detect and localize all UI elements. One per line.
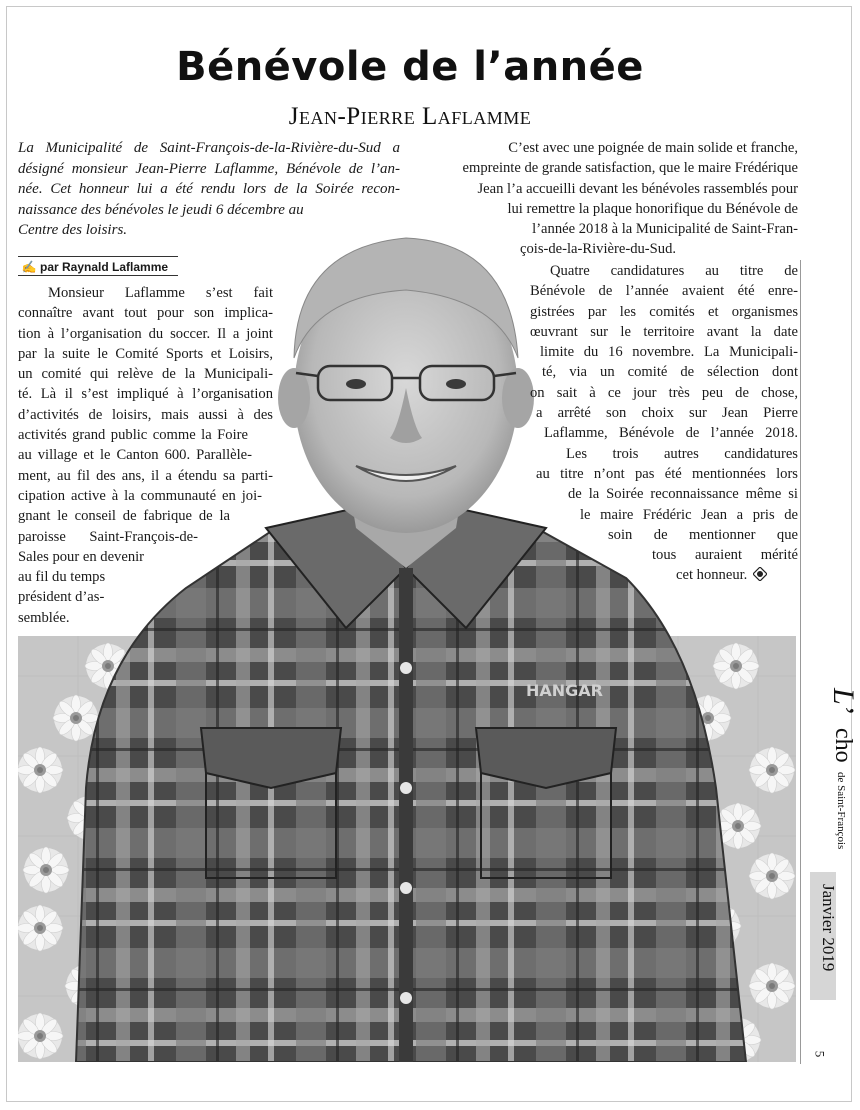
logo-subtitle: de Saint-François	[835, 772, 847, 850]
right-bottom-line: Bénévole de l’année avaient été enre-	[530, 283, 798, 300]
right-bottom-line: Quatre candidatures au titre de	[550, 263, 798, 279]
left-line: té. Là il s’est impliqué à l’organisation	[18, 386, 273, 403]
right-column-bottom	[530, 261, 798, 586]
right-top-line: C’est avec une poignée de main solide et franche,	[508, 140, 798, 156]
right-bottom-line: le maire Frédéric Jean a pris de	[580, 506, 798, 523]
right-bottom-line	[676, 565, 798, 585]
left-line: semblée.	[18, 609, 70, 626]
issue-date	[815, 880, 845, 1000]
right-bottom-line: limite du 16 novembre. La Municipali-	[540, 344, 798, 361]
left-line: Sales pour en devenir	[18, 548, 145, 565]
right-bottom-line: Les trois autres candidatures	[566, 445, 798, 462]
pen-icon: ✍	[21, 260, 37, 274]
right-bottom-line: de la Soirée reconnaissance même si	[568, 486, 798, 503]
right-top-line: lui remettre la plaque honorifique du Bénévole de	[507, 200, 798, 217]
issue-text: Janvier 2019	[819, 884, 838, 972]
right-bottom-line: œuvrant sur le territoire avant la date	[530, 323, 798, 340]
shirt-brand-label: HANGAR	[526, 681, 603, 700]
left-line: par la suite le Comité Sports et Loisirs,	[18, 345, 273, 362]
article-title: Bénévole de l’année	[176, 44, 644, 90]
right-top-line: l’année 2018 à la Municipalité de Saint-Fran-	[532, 221, 798, 238]
left-line: président d’as-	[18, 589, 105, 606]
logo-word: cho	[830, 728, 856, 763]
left-line: ment, au fil des ans, il a étendu sa parti-	[18, 467, 273, 484]
logo-letter: L’	[827, 688, 860, 714]
left-line: cipation active à la communauté en joi-	[18, 487, 262, 504]
left-line: activités grand public comme la Foire	[18, 427, 248, 444]
left-line: connaître avant tout pour son implica-	[18, 305, 273, 322]
right-top-line: Jean l’a accueilli devant les bénévoles rassemblés pour	[477, 180, 798, 197]
left-line: tion à l’organisation du soccer. Il a joint	[18, 325, 273, 342]
intro-line: désigné monsieur Jean-Pierre Laflamme, Bénévole de l’an-	[18, 160, 400, 177]
right-column-top	[412, 138, 798, 260]
left-line: au village et le Canton 600. Parallèle-	[18, 447, 252, 464]
echo-logo	[814, 688, 860, 858]
intro-line: née. Cet honneur lui a été rendu lors de la Soirée recon-	[18, 181, 400, 197]
page-number: 5	[812, 1050, 828, 1058]
right-bottom-line: a arrêté son choix sur Jean Pierre	[536, 405, 798, 422]
right-top-line: çois-de-la-Rivière-du-Sud.	[520, 241, 677, 258]
left-column	[18, 283, 273, 628]
right-bottom-line: Laflamme, Bénévole de l’année 2018.	[544, 425, 798, 442]
left-line: gnant le conseil de fabrique de la	[18, 508, 230, 525]
final-line-text: cet honneur.	[676, 567, 748, 584]
left-line: au fil du temps	[18, 569, 106, 586]
intro-line: Centre des loisirs.	[18, 222, 128, 238]
end-of-article-icon	[753, 567, 767, 581]
intro-paragraph	[18, 138, 400, 241]
left-line: Monsieur Laflamme s’est fait	[48, 285, 273, 301]
byline-text: par Raynald Laflamme	[40, 260, 169, 274]
right-top-line: empreinte de grande satisfaction, que le maire Frédérique	[462, 160, 798, 177]
left-line: paroisse Saint-François-de-	[18, 528, 198, 545]
right-bottom-line: gistrées par les comités et organismes	[530, 303, 798, 320]
article-subtitle: Jean-Pierre Laflamme	[288, 103, 532, 130]
right-bottom-line: on sait à ce jour très peu de chose,	[530, 384, 798, 401]
intro-line: naissance des bénévoles le jeudi 6 décembre au	[18, 201, 304, 218]
left-line: d’activités de loisirs, mais aussi à des	[18, 406, 273, 423]
right-bottom-line: tous auraient mérité	[652, 547, 798, 564]
right-bottom-line: soin de mentionner que	[608, 526, 798, 543]
intro-line: La Municipalité de Saint-François-de-la-Rivière-du-Sud a	[18, 140, 400, 156]
right-bottom-line: té, via un comité de sélection dont	[542, 364, 798, 381]
right-bottom-line: au titre n’ont pas été mentionnées lors	[536, 465, 798, 482]
left-line: un comité qui relève de la Municipali-	[18, 366, 273, 383]
